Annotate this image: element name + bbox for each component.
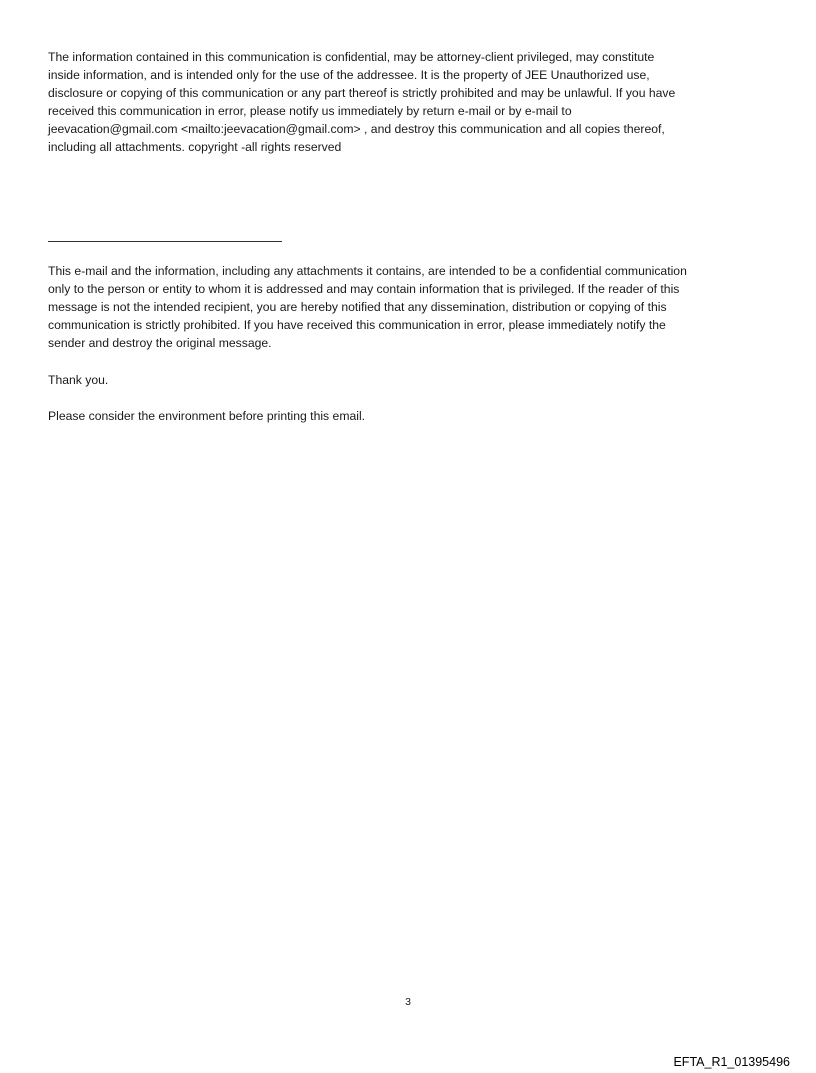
confidentiality-paragraph: The information contained in this communication is confidential, may be attorney-client privileged, may constitute inside information, and is intended only for the use of the addressee. It is the property of JEE Unauthorized use, disclosure or copying of this communication or any part thereof is strictly prohibited and may be unlawful. If you have received this communication in error, please notify us immediately by return e-mail or by e-mail to jeevacation@gmail.com <mailto:jeevacation@gmail.com> , and destroy this communication and all copies thereof, including all attachments. copyright -all rights reserved <box>48 50 676 154</box>
separator-line <box>48 241 282 242</box>
thank-you-line: Thank you. <box>48 373 109 387</box>
document-id: EFTA_R1_01395496 <box>673 1055 790 1069</box>
email-notice-paragraph: This e-mail and the information, including any attachments it contains, are intended to be a confidential communication only to the person or entity to whom it is addressed and may contain information that is privileged. If the reader of this message is not the intended recipient, you are hereby notified that any dissemination, distribution or copying of this communication is strictly prohibited. If you have received this communication in error, please immediately notify the sender and destroy the original message. <box>48 264 687 350</box>
page-number: 3 <box>405 996 411 1008</box>
environment-note: Please consider the environment before printing this email. <box>48 409 366 423</box>
